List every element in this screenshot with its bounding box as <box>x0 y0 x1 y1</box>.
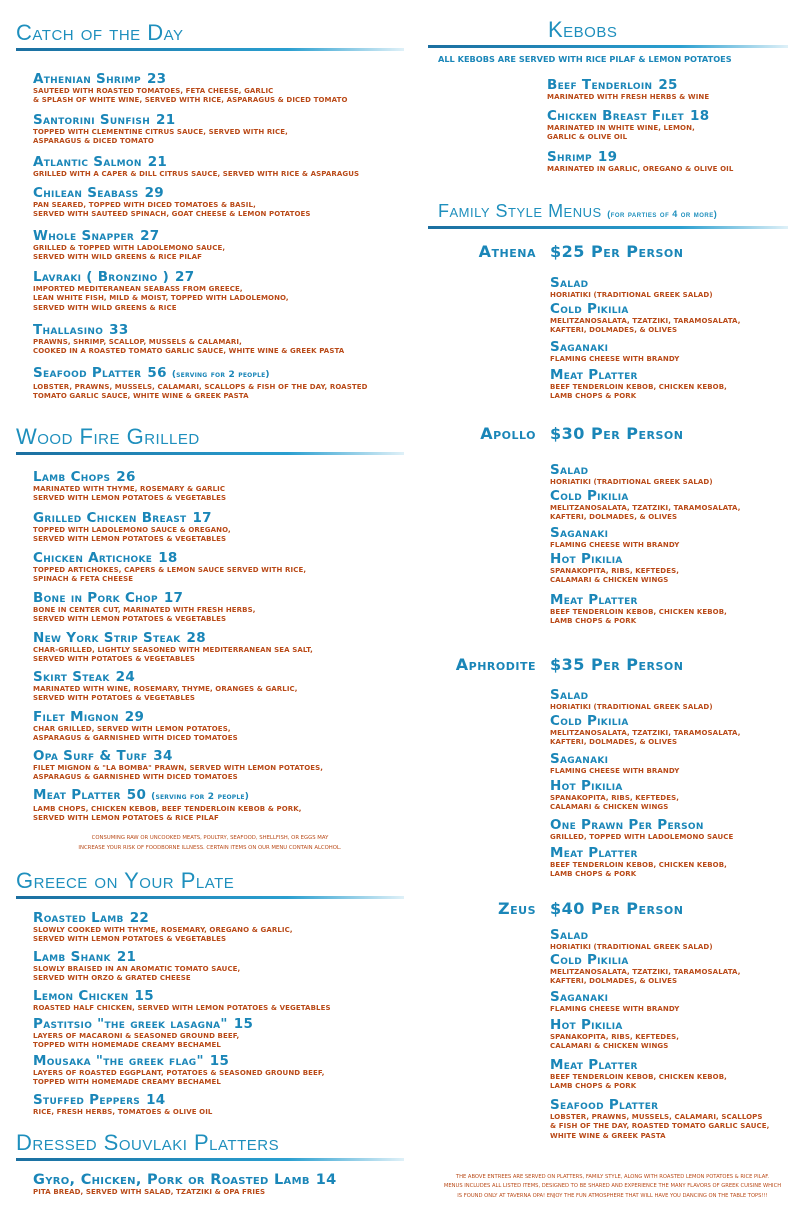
menu-item: Opa Surf & Turf 34 FILET MIGNON & "LA BOMBA" PRAWN, SERVED WITH LEMON POTATOES, ASPARAGUS & GARNISHED WITH DICED TOMATOES <box>33 748 324 782</box>
section-divider <box>16 896 404 899</box>
food-safety-warning: CONSUMING RAW OR UNCOOKED MEATS, POULTRY, SEAFOOD, SHELLFISH, OR EGGS MAY INCREASE YOUR RISK OF FOODBORNE ILLNESS. CERTAIN ITEMS ON OUR MENU CONTAIN ALCOHOL. <box>78 835 342 851</box>
menu-item: New York Strip Steak 28 CHAR-GRILLED, LIGHTLY SEASONED WITH MEDITERRANEAN SEA SALT, SERVED WITH POTATOES & VEGETABLES <box>33 630 313 664</box>
menu-item: Chicken Artichoke 18 TOPPED ARTICHOKES, CAPERS & LEMON SAUCE SERVED WITH RICE, SPINACH & FETA CHEESE <box>33 550 307 584</box>
menu-course: Saganaki FLAMING CHEESE WITH BRANDY <box>550 525 680 549</box>
menu-item: Stuffed Peppers 14 RICE, FRESH HERBS, TOMATOES & OLIVE OIL <box>33 1092 213 1116</box>
menu-course: Meat Platter BEEF TENDERLOIN KEBOB, CHICKEN KEBOB, LAMB CHOPS & PORK <box>550 592 727 626</box>
menu-course: Hot Pikilia SPANAKOPITA, RIBS, KEFTEDES, CALAMARI & CHICKEN WINGS <box>550 778 679 812</box>
menu-item: Shrimp 19 MARINATED IN GARLIC, OREGANO & OLIVE OIL <box>547 149 734 173</box>
menu-item: Chilean Seabass 29 PAN SEARED, TOPPED WITH DICED TOMATOES & BASIL, SERVED WITH SAUTEED SPINACH, GOAT CHEESE & LEMON POTATOES <box>33 185 311 219</box>
menu-item: Grilled Chicken Breast 17 TOPPED WITH LADOLEMONO SAUCE & OREGANO, SERVED WITH LEMON POTATOES & VEGETABLES <box>33 510 231 544</box>
section-divider <box>428 226 788 229</box>
menu-course: Cold Pikilia MELITZANOSALATA, TZATZIKI, TARAMOSALATA, KAFTERI, DOLMADES, & OLIVES <box>550 713 741 747</box>
menu-item: Lemon Chicken 15 ROASTED HALF CHICKEN, SERVED WITH LEMON POTATOES & VEGETABLES <box>33 988 331 1012</box>
souvlaki-platters-title: Dressed Souvlaki Platters <box>16 1130 280 1155</box>
menu-course: Meat Platter BEEF TENDERLOIN KEBOB, CHICKEN KEBOB, LAMB CHOPS & PORK <box>550 1057 727 1091</box>
menu-item: Mousaka "the greek flag" 15 LAYERS OF ROASTED EGGPLANT, POTATOES & SEASONED GROUND BEEF, TOPPED WITH HOMEMADE CREAMY BECHAMEL <box>33 1053 325 1087</box>
menu-course: Saganaki FLAMING CHEESE WITH BRANDY <box>550 751 680 775</box>
wood-fire-grilled-title: Wood Fire Grilled <box>16 424 200 449</box>
kebobs-title: Kebobs <box>548 17 618 42</box>
family-menu-aphrodite: Aphrodite $35 Per Person <box>455 655 684 674</box>
menu-course: Hot Pikilia SPANAKOPITA, RIBS, KEFTEDES, CALAMARI & CHICKEN WINGS <box>550 1017 679 1051</box>
menu-item: Lavraki ( Bronzino ) 27 IMPORTED MEDITERANEAN SEABASS FROM GREECE, LEAN WHITE FISH, MILD & MOIST, TOPPED WITH LADOLEMONO, SERVED WITH WILD GREENS & RICE <box>33 269 289 312</box>
menu-course: Meat Platter BEEF TENDERLOIN KEBOB, CHICKEN KEBOB, LAMB CHOPS & PORK <box>550 845 727 879</box>
menu-course: Salad HORIATIKI (TRADITIONAL GREEK SALAD) <box>550 927 713 951</box>
menu-item: Whole Snapper 27 GRILLED & TOPPED WITH LADOLEMONO SAUCE, SERVED WITH WILD GREENS & RICE PILAF <box>33 228 226 262</box>
family-menu-athena: Athena $25 Per Person <box>478 242 684 261</box>
family-style-menus-title: Family Style Menus (for parties of 4 or more) <box>438 201 718 221</box>
section-divider <box>428 45 788 48</box>
menu-item: Chicken Breast Filet 18 MARINATED IN WHITE WINE, LEMON, GARLIC & OLIVE OIL <box>547 108 710 142</box>
section-divider <box>16 1158 404 1161</box>
catch-of-the-day-title: Catch of the Day <box>16 20 184 45</box>
menu-item: Filet Mignon 29 CHAR GRILLED, SERVED WITH LEMON POTATOES, ASPARAGUS & GARNISHED WITH DICED TOMATOES <box>33 709 238 743</box>
menu-item: Bone in Pork Chop 17 BONE IN CENTER CUT, MARINATED WITH FRESH HERBS, SERVED WITH LEMON POTATOES & VEGETABLES <box>33 590 256 624</box>
menu-course: Saganaki FLAMING CHEESE WITH BRANDY <box>550 339 680 363</box>
menu-course: Seafood Platter LOBSTER, PRAWNS, MUSSELS, CALAMARI, SCALLOPS & FISH OF THE DAY, ROASTED TOMATO GARLIC SAUCE, WHITE WINE & GREEK PASTA <box>550 1097 770 1140</box>
menu-course: Cold Pikilia MELITZANOSALATA, TZATZIKI, TARAMOSALATA, KAFTERI, DOLMADES, & OLIVES <box>550 488 741 522</box>
menu-item: Skirt Steak 24 MARINATED WITH WINE, ROSEMARY, THYME, ORANGES & GARLIC, SERVED WITH POTATOES & VEGETABLES <box>33 669 298 703</box>
menu-item: Meat Platter 50 (serving for 2 people) LAMB CHOPS, CHICKEN KEBOB, BEEF TENDERLOIN KEBOB & PORK, SERVED WITH LEMON POTATOES & RICE PILAF <box>33 787 302 823</box>
section-divider <box>16 48 404 51</box>
menu-item: Pastitsio "the greek lasagna" 15 LAYERS OF MACARONI & SEASONED GROUND BEEF, TOPPED WITH HOMEMADE CREAMY BECHAMEL <box>33 1016 254 1050</box>
menu-item: Gyro, Chicken, Pork or Roasted Lamb 14 PITA BREAD, SERVED WITH SALAD, TZATZIKI & OPA FRIES <box>33 1172 337 1196</box>
menu-item: Beef Tenderloin 25 MARINATED WITH FRESH HERBS & WINE <box>547 77 710 101</box>
menu-item: Atlantic Salmon 21 GRILLED WITH A CAPER & DILL CITRUS SAUCE, SERVED WITH RICE & ASPARAGUS <box>33 154 360 178</box>
menu-item: Lamb Shank 21 SLOWLY BRAISED IN AN AROMATIC TOMATO SAUCE, SERVED WITH ORZO & GRATED CHEESE <box>33 949 241 983</box>
menu-course: Meat Platter BEEF TENDERLOIN KEBOB, CHICKEN KEBOB, LAMB CHOPS & PORK <box>550 367 727 401</box>
menu-item: Roasted Lamb 22 SLOWLY COOKED WITH THYME, ROSEMARY, OREGANO & GARLIC, SERVED WITH LEMON POTATOES & VEGETABLES <box>33 910 293 944</box>
menu-item: Thallasino 33 PRAWNS, SHRIMP, SCALLOP, MUSSELS & CALAMARI, COOKED IN A ROASTED TOMATO GARLIC SAUCE, WHITE WINE & GREEK PASTA <box>33 322 345 356</box>
menu-course: Saganaki FLAMING CHEESE WITH BRANDY <box>550 989 680 1013</box>
menu-course: Cold Pikilia MELITZANOSALATA, TZATZIKI, TARAMOSALATA, KAFTERI, DOLMADES, & OLIVES <box>550 301 741 335</box>
menu-item: Seafood Platter 56 (serving for 2 people) LOBSTER, PRAWNS, MUSSELS, CALAMARI, SCALLOPS & FISH OF THE DAY, ROASTED TOMATO GARLIC SAUCE, WHITE WINE & GREEK PASTA <box>33 365 368 401</box>
menu-course: Salad HORIATIKI (TRADITIONAL GREEK SALAD) <box>550 687 713 711</box>
section-divider <box>16 452 404 455</box>
menu-course: Hot Pikilia SPANAKOPITA, RIBS, KEFTEDES, CALAMARI & CHICKEN WINGS <box>550 551 679 585</box>
menu-item: Lamb Chops 26 MARINATED WITH THYME, ROSEMARY & GARLIC SERVED WITH LEMON POTATOES & VEGETABLES <box>33 469 227 503</box>
family-menu-footer-note: THE ABOVE ENTREES ARE SERVED ON PLATTERS, FAMILY STYLE, ALONG WITH ROASTED LEMON POTATOES & RICE PILAF. MENUS INCLUDES ALL LISTED ITEMS, DESIGNED TO BE SHARED AND EXPERIENCE THE MANY FLAVORS OF GREEK CUISINE WHICH IS FOUND ONLY AT TAVERNA OPA! ENJOY THE FUN ATMOSPHERE THAT WILL HAVE YOU DANCING ON THE TABLE TOPS!!! <box>443 1174 782 1199</box>
menu-course: One Prawn Per Person GRILLED, TOPPED WITH LADOLEMONO SAUCE <box>550 817 734 841</box>
family-menu-zeus: Zeus $40 Per Person <box>498 899 684 918</box>
menu-item: Athenian Shrimp 23 SAUTEED WITH ROASTED TOMATOES, FETA CHEESE, GARLIC & SPLASH OF WHITE WINE, SERVED WITH RICE, ASPARAGUS & DICED TOMATO <box>33 71 348 105</box>
menu-item: Santorini Sunfish 21 TOPPED WITH CLEMENTINE CITRUS SAUCE, SERVED WITH RICE, ASPARAGUS & DICED TOMATO <box>33 112 288 146</box>
menu-course: Cold Pikilia MELITZANOSALATA, TZATZIKI, TARAMOSALATA, KAFTERI, DOLMADES, & OLIVES <box>550 952 741 986</box>
greece-on-your-plate-title: Greece on Your Plate <box>16 868 235 893</box>
kebobs-intro: ALL KEBOBS ARE SERVED WITH RICE PILAF & LEMON POTATOES <box>438 54 732 64</box>
menu-course: Salad HORIATIKI (TRADITIONAL GREEK SALAD) <box>550 275 713 299</box>
menu-course: Salad HORIATIKI (TRADITIONAL GREEK SALAD) <box>550 462 713 486</box>
family-menu-apollo: Apollo $30 Per Person <box>480 424 684 443</box>
